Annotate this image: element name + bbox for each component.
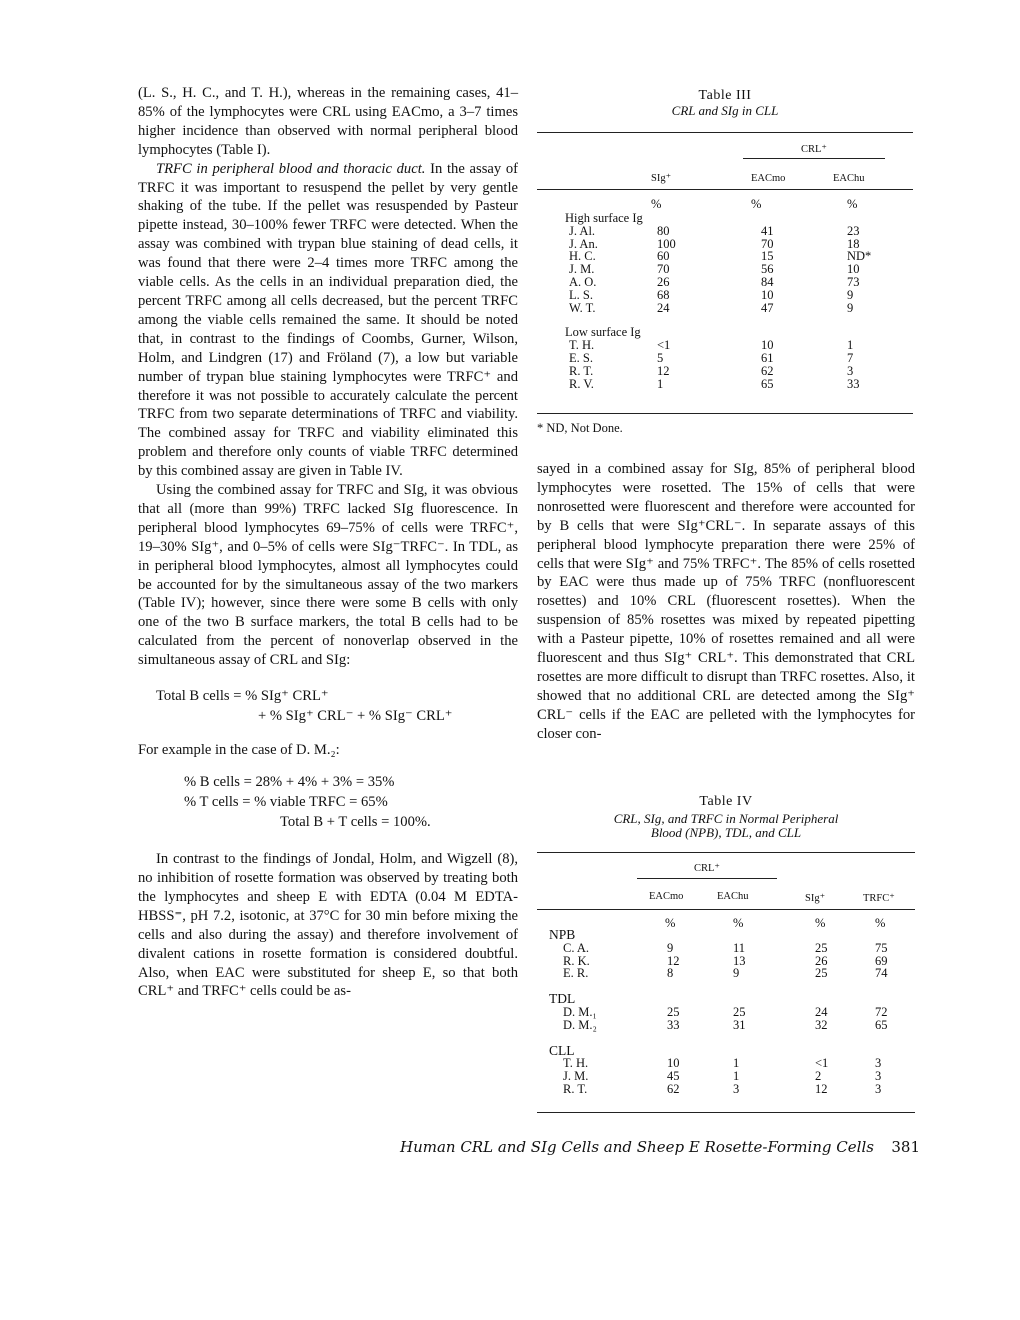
table-cell: 75: [875, 940, 888, 955]
table-cell: 15: [761, 249, 774, 264]
table-cell: 33: [847, 376, 860, 391]
table-caption: CRL and SIg in CLL: [671, 103, 779, 118]
table-cell: 3: [875, 1056, 882, 1071]
table-cell: 9: [847, 287, 854, 302]
table-cell: 25: [815, 966, 828, 981]
table-cell: 72: [875, 1005, 888, 1019]
page-footer: [400, 1138, 920, 1156]
column-header: EACmo: [649, 891, 684, 902]
row-label: H. C.: [569, 249, 596, 264]
row-label: D. M.₁: [563, 1005, 597, 1019]
table-cell: 18: [847, 236, 860, 251]
row-label: E. S.: [569, 351, 593, 365]
table-cell: 5: [657, 351, 664, 365]
table-cell: 32: [815, 1017, 828, 1032]
paragraph-edta: In contrast to the findings of Jondal, Holm, and Wigzell (8), no inhibition of rosette formation was observed by treating both the lymphocytes and sheep E with EDTA (0.04 M EDTA-HBSS⁼, pH 7.2, isotonic, at 37°C for 30 min before mixing the cells and also during the assay) and therefore involvement of divalent cations in rosette formation is considered doubtful. Also, when EAC were substituted for sheep E, so that both CRL⁺ and TRFC⁺ cells could be as-: [138, 851, 518, 1000]
table-cell: 10: [667, 1056, 680, 1071]
row-label: J. An.: [569, 236, 598, 251]
table-cell: 70: [657, 262, 670, 277]
table-rule: [537, 132, 913, 133]
table-cell: 9: [733, 966, 740, 981]
row-label: C. A.: [563, 940, 590, 955]
table-cell: 13: [733, 953, 746, 968]
column-header: SIg⁺: [651, 173, 672, 184]
formula-total-b-cells: [138, 686, 518, 726]
formula-example: [138, 772, 518, 832]
table-cell: 61: [761, 351, 774, 365]
table-cell: 41: [761, 223, 774, 238]
page-number: 381: [891, 1138, 920, 1156]
table-rule: [537, 852, 915, 853]
table-cell: 62: [667, 1082, 680, 1096]
table-caption: Blood (NPB), TDL, and CLL: [650, 825, 802, 840]
table-cell: 3: [847, 363, 854, 378]
table-rule: [537, 413, 913, 414]
table-cell: 3: [875, 1082, 882, 1096]
row-label: R. T.: [569, 363, 594, 378]
table-cell: 25: [733, 1005, 746, 1019]
row-label: E. R.: [563, 966, 589, 981]
row-group-label: High surface Ig: [565, 211, 643, 225]
right-column: [537, 460, 915, 744]
table-rule: [743, 158, 885, 159]
left-column: [138, 84, 518, 1001]
table-cell: 10: [847, 262, 860, 277]
row-label: D. M.₂: [563, 1017, 597, 1032]
table-cell: ND*: [847, 249, 872, 264]
unit-label: %: [815, 916, 826, 930]
row-group-label: CLL: [549, 1042, 575, 1058]
table-cell: 80: [657, 223, 670, 238]
paragraph-rosette-assay: sayed in a combined assay for SIg, 85% of peripheral blood lymphocytes were rosetted. The 15% of cells that were nonrosetted were fluorescent and therefore were accounted for by B cells that were SIg⁺CRL⁻. In separate assays of this peripheral blood lymphocyte preparation there were 25% of cells that were SIg⁺ and 75% TRFC⁺. The 85% of cells rosetted by EAC were thus made up of 75% TRFC (nonfluorescent rosettes) and 10% CRL (fluorescent rosettes). When the suspension of 85% rosettes was mixed by repeated pipetting with a Pasteur pipette, 10% of rosettes remained and all were fluorescent and thus SIg⁺ CRL⁺. This demonstrated that CRL rosettes are more difficult to disrupt than TRFC rosettes. Also, it showed that no additional CRL are detected among the SIg⁺ CRL⁻ cells if the EAC are pelleted with the lymphocytes for closer con-: [537, 461, 915, 742]
table-cell: 45: [667, 1069, 680, 1084]
table-iv: [537, 794, 915, 1114]
unit-label: %: [751, 197, 762, 211]
section-heading-trfc: TRFC in peripheral blood and thoracic duct.: [156, 160, 426, 177]
table-cell: 26: [657, 275, 670, 289]
formula-line: % T cells = % viable TRFC = 65%: [184, 794, 388, 811]
table-cell: 1: [847, 338, 854, 353]
table-cell: 84: [761, 275, 774, 289]
example-intro: For example in the case of D. M.₂:: [138, 742, 340, 759]
unit-label: %: [733, 916, 744, 930]
table-cell: 65: [875, 1017, 888, 1032]
running-title: Human CRL and SIg Cells and Sheep E Rosette-Forming Cells: [400, 1138, 874, 1156]
table-cell: 23: [847, 223, 860, 238]
formula-line: + % SIg⁺ CRL⁻ + % SIg⁻ CRL⁺: [258, 708, 453, 725]
table-cell: 69: [875, 953, 888, 968]
table-cell: 3: [875, 1069, 882, 1084]
table-cell: 25: [667, 1005, 680, 1019]
formula-line: % B cells = 28% + 4% + 3% = 35%: [184, 774, 395, 791]
table-cell: 33: [667, 1017, 680, 1032]
table-cell: <1: [815, 1056, 829, 1071]
unit-label: %: [651, 197, 662, 211]
table-cell: 3: [733, 1082, 740, 1096]
table-cell: 60: [657, 249, 670, 264]
unit-label: %: [665, 916, 676, 930]
row-label: R. V.: [569, 376, 594, 391]
table-cell: 70: [761, 236, 774, 251]
table-cell: 100: [657, 236, 676, 251]
row-label: T. H.: [563, 1056, 589, 1071]
table-cell: 9: [847, 300, 854, 315]
table-cell: 8: [667, 966, 674, 981]
formula-line: Total B cells = % SIg⁺ CRL⁺: [156, 688, 329, 705]
table-cell: 1: [733, 1056, 740, 1071]
row-label: J. Al.: [569, 223, 596, 238]
formula-line: Total B + T cells = 100%.: [280, 814, 431, 831]
table-cell: 56: [761, 262, 774, 277]
table-cell: 68: [657, 287, 670, 302]
row-group-label: Low surface Ig: [565, 325, 641, 340]
table-cell: 2: [815, 1069, 822, 1084]
table-cell: 73: [847, 275, 860, 289]
column-header: EACmo: [751, 173, 786, 184]
table-cell: 1: [733, 1069, 740, 1084]
table-cell: 74: [875, 966, 888, 981]
row-label: R. T.: [563, 1082, 588, 1096]
table-cell: 47: [761, 300, 774, 315]
column-header: TRFC⁺: [863, 893, 895, 904]
column-group-header: CRL⁺: [694, 863, 720, 874]
table-iii: [537, 88, 913, 448]
table-cell: 12: [657, 363, 670, 378]
column-header: SIg⁺: [805, 893, 826, 904]
table-cell: 9: [667, 940, 674, 955]
table-cell: 31: [733, 1017, 746, 1032]
table-cell: 10: [761, 287, 774, 302]
row-label: W. T.: [569, 300, 596, 315]
row-group-label: TDL: [549, 991, 576, 1007]
table-label: Table IV: [699, 794, 753, 809]
paragraph-continuation: (L. S., H. C., and T. H.), whereas in the remaining cases, 41–85% of the lymphocytes were CRL using EACmo, a 3–7 times higher incidence than observed with normal peripheral blood lymphocytes (Table I).: [138, 85, 518, 158]
column-header: EAChu: [717, 891, 749, 902]
table-rule: [537, 1112, 915, 1113]
table-cell: <1: [657, 338, 671, 353]
paragraph-trfc: [138, 160, 518, 481]
table-cell: 24: [815, 1005, 828, 1019]
unit-label: %: [847, 197, 858, 211]
table-rule: [537, 189, 913, 190]
table-cell: 11: [733, 940, 746, 955]
table-label: Table III: [698, 88, 752, 103]
table-rule: [537, 909, 915, 910]
row-label: A. O.: [569, 275, 597, 289]
table-rule: [637, 878, 777, 879]
column-group-header: CRL⁺: [801, 144, 827, 155]
table-cell: 7: [847, 351, 854, 365]
table-cell: 62: [761, 363, 774, 378]
table-cell: 24: [657, 300, 670, 315]
row-label: J. M.: [569, 262, 595, 277]
table-cell: 12: [667, 953, 680, 968]
row-group-label: NPB: [549, 927, 576, 942]
unit-label: %: [875, 916, 886, 930]
row-label: T. H.: [569, 338, 595, 353]
table-footnote: * ND, Not Done.: [537, 421, 623, 435]
table-cell: 10: [761, 338, 774, 353]
table-cell: 26: [815, 953, 828, 968]
paragraph-combined-assay: Using the combined assay for TRFC and SIg, it was obvious that all (more than 99%) TRFC lacked SIg fluorescence. In peripheral blood lymphocytes 69–75% of cells were TRFC⁺, 19–30% SIg⁺, and 0–5% of cells were SIg⁻TRFC⁻. In TDL, as in peripheral blood lymphocytes, almost all lymphocytes could be accounted for by the simultaneous assay of the two markers (Table IV); however, since there were some B cells with only one of the two B surface markers, the total B cells had to be calculated from the percent of nonoverlap observed in the simultaneous assay of CRL and SIg:: [138, 482, 518, 669]
paragraph-trfc-text: In the assay of TRFC it was important to resuspend the pellet by very gentle shaking of the tube. If the pellet was resuspended by Pasteur pipette instead, 30–100% fewer TRFC were detected. When the assay was combined with trypan blue staining of dead cells, it was found that there were 2–4 times more TRFC among the viable cells. As the cells in an individual preparation died, the percent TRFC among all cells decreased, but the percent TRFC among the viable cells remained the same. It should be noted that, in contrast to the findings of Coombs, Gurner, Wilson, Holm, and Lindgren (17) and Fröland (7), a low but variable number of trypan blue staining lymphocytes were TRFC⁺ and therefore it was not possible to accurately calculate the percent TRFC from two separate determinations of TRFC and viability. The combined assay for TRFC and viability eliminated this problem and therefore only counts of viable TRFC determined by this combined assay are given in Table IV.: [138, 160, 519, 480]
row-label: R. K.: [563, 953, 590, 968]
column-header: EAChu: [833, 173, 865, 184]
table-cell: 25: [815, 940, 828, 955]
table-caption: CRL, SIg, and TRFC in Normal Peripheral: [613, 811, 839, 826]
table-cell: 12: [815, 1082, 828, 1096]
row-label: J. M.: [563, 1069, 589, 1084]
row-label: L. S.: [569, 287, 593, 302]
table-cell: 1: [657, 376, 664, 391]
table-cell: 65: [761, 376, 774, 391]
